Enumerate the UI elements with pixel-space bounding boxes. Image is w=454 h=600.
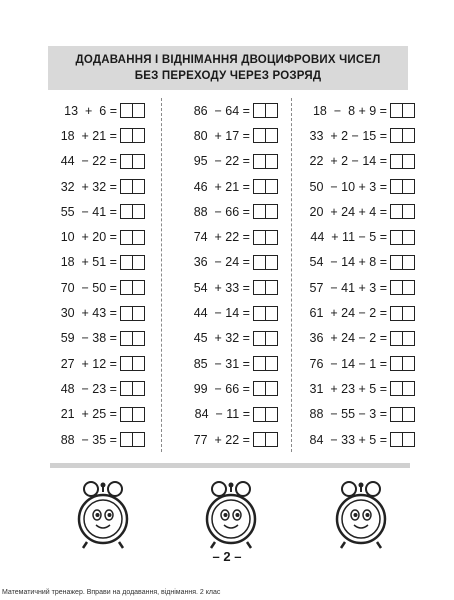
exercise-row [178, 427, 278, 452]
answer-box[interactable] [253, 103, 278, 118]
exercise-row [178, 250, 278, 275]
exercise-column-3 [305, 98, 415, 452]
answer-digit-cell[interactable] [121, 382, 133, 395]
answer-digit-cell[interactable] [133, 281, 144, 294]
answer-digit-cell[interactable] [254, 256, 266, 269]
exercise-row [305, 98, 415, 123]
answer-digit-cell[interactable] [133, 256, 144, 269]
answer-digit-cell[interactable] [403, 129, 414, 142]
answer-box[interactable] [390, 128, 415, 143]
answer-digit-cell[interactable] [391, 307, 403, 320]
title-line-2: БЕЗ ПЕРЕХОДУ ЧЕРЕЗ РОЗРЯД [134, 70, 322, 82]
answer-digit-cell[interactable] [266, 104, 277, 117]
answer-box[interactable] [253, 280, 278, 295]
answer-box[interactable] [120, 204, 145, 219]
exercise-expression: 13 + 6 = [64, 103, 117, 118]
answer-digit-cell[interactable] [391, 357, 403, 370]
column-divider [291, 98, 292, 452]
answer-digit-cell[interactable] [121, 357, 133, 370]
exercise-expression: 44 − 22 = [60, 154, 117, 169]
exercise-column-1 [50, 98, 145, 452]
exercise-row [178, 149, 278, 174]
answer-box[interactable] [120, 179, 145, 194]
exercise-column-2 [178, 98, 278, 452]
answer-box[interactable] [120, 230, 145, 245]
exercise-expression: 22 + 2 − 14 = [309, 154, 387, 169]
answer-digit-cell[interactable] [266, 408, 277, 421]
answer-box[interactable] [253, 381, 278, 396]
exercise-row [50, 326, 145, 351]
exercise-expression: 44 − 14 = [193, 306, 250, 321]
answer-digit-cell[interactable] [266, 281, 277, 294]
answer-digit-cell[interactable] [254, 104, 266, 117]
answer-box[interactable] [120, 306, 145, 321]
exercise-row [305, 402, 415, 427]
answer-box[interactable] [390, 204, 415, 219]
answer-digit-cell[interactable] [133, 433, 144, 446]
exercise-row [178, 326, 278, 351]
answer-box[interactable] [253, 179, 278, 194]
exercise-expression: 74 + 22 = [193, 230, 250, 245]
answer-digit-cell[interactable] [391, 104, 403, 117]
answer-digit-cell[interactable] [133, 357, 144, 370]
exercise-expression: 57 − 41 + 3 = [309, 280, 387, 295]
alarm-clock-icon [75, 480, 131, 550]
exercise-expression: 18 + 21 = [60, 128, 117, 143]
answer-digit-cell[interactable] [254, 408, 266, 421]
exercise-expression: 84 − 11 = [194, 407, 250, 422]
answer-digit-cell[interactable] [121, 408, 133, 421]
exercise-expression: 88 − 55 − 3 = [309, 407, 387, 422]
answer-box[interactable] [120, 381, 145, 396]
exercise-expression: 21 + 25 = [60, 407, 117, 422]
answer-digit-cell[interactable] [133, 104, 144, 117]
answer-digit-cell[interactable] [391, 433, 403, 446]
answer-digit-cell[interactable] [133, 129, 144, 142]
exercise-expression: 45 + 32 = [193, 331, 250, 346]
exercise-row [50, 351, 145, 376]
exercise-expression: 30 + 43 = [60, 306, 117, 321]
page-number: – 2 – [212, 549, 242, 564]
answer-digit-cell[interactable] [133, 307, 144, 320]
exercise-expression: 80 + 17 = [193, 128, 250, 143]
answer-digit-cell[interactable] [391, 332, 403, 345]
exercise-row [305, 250, 415, 275]
answer-digit-cell[interactable] [266, 205, 277, 218]
answer-digit-cell[interactable] [266, 231, 277, 244]
exercise-expression: 54 + 33 = [193, 280, 250, 295]
answer-box[interactable] [390, 280, 415, 295]
answer-box[interactable] [390, 255, 415, 270]
exercise-expression: 61 + 24 − 2 = [309, 306, 387, 321]
answer-digit-cell[interactable] [254, 307, 266, 320]
answer-box[interactable] [253, 331, 278, 346]
answer-digit-cell[interactable] [266, 332, 277, 345]
exercise-expression: 33 + 2 − 15 = [309, 128, 387, 143]
answer-box[interactable] [390, 432, 415, 447]
exercise-row [305, 199, 415, 224]
alarm-clock-icon [333, 480, 389, 550]
answer-digit-cell[interactable] [266, 433, 277, 446]
exercise-row [50, 250, 145, 275]
answer-digit-cell[interactable] [391, 205, 403, 218]
column-divider [161, 98, 162, 452]
answer-digit-cell[interactable] [133, 408, 144, 421]
answer-digit-cell[interactable] [403, 433, 414, 446]
answer-box[interactable] [120, 280, 145, 295]
exercise-expression: 95 − 22 = [193, 154, 250, 169]
exercise-row [305, 326, 415, 351]
answer-box[interactable] [253, 204, 278, 219]
exercise-row [305, 224, 415, 249]
answer-digit-cell[interactable] [254, 281, 266, 294]
exercise-row [50, 123, 145, 148]
exercise-row [50, 149, 145, 174]
answer-box[interactable] [253, 407, 278, 422]
answer-digit-cell[interactable] [391, 281, 403, 294]
answer-digit-cell[interactable] [133, 180, 144, 193]
exercise-expression: 27 + 12 = [60, 356, 117, 371]
answer-box[interactable] [253, 255, 278, 270]
footer-caption: Математичний тренажер. Вправи на додавання, віднімання. 2 клас [2, 589, 221, 596]
answer-box[interactable] [390, 306, 415, 321]
exercise-expression: 36 − 24 = [193, 255, 250, 270]
exercise-row [50, 427, 145, 452]
answer-digit-cell[interactable] [254, 332, 266, 345]
exercise-row [305, 123, 415, 148]
exercise-row [305, 427, 415, 452]
answer-digit-cell[interactable] [121, 307, 133, 320]
answer-digit-cell[interactable] [121, 155, 133, 168]
exercise-expression: 59 − 38 = [60, 331, 117, 346]
answer-digit-cell[interactable] [391, 408, 403, 421]
answer-digit-cell[interactable] [391, 256, 403, 269]
answer-digit-cell[interactable] [254, 382, 266, 395]
exercise-expression: 18 − 8 + 9 = [312, 103, 387, 118]
exercise-row [50, 224, 145, 249]
answer-digit-cell[interactable] [391, 129, 403, 142]
answer-box[interactable] [253, 128, 278, 143]
answer-digit-cell[interactable] [254, 129, 266, 142]
answer-digit-cell[interactable] [266, 180, 277, 193]
exercise-expression: 70 − 50 = [60, 280, 117, 295]
answer-digit-cell[interactable] [391, 382, 403, 395]
answer-digit-cell[interactable] [254, 155, 266, 168]
exercise-row [50, 199, 145, 224]
answer-digit-cell[interactable] [254, 231, 266, 244]
answer-box[interactable] [120, 128, 145, 143]
answer-digit-cell[interactable] [403, 281, 414, 294]
answer-digit-cell[interactable] [121, 180, 133, 193]
answer-digit-cell[interactable] [266, 357, 277, 370]
answer-box[interactable] [253, 230, 278, 245]
alarm-clock-icon [203, 480, 259, 550]
exercise-row [305, 275, 415, 300]
answer-digit-cell[interactable] [121, 332, 133, 345]
section-title [48, 46, 408, 90]
answer-box[interactable] [120, 331, 145, 346]
answer-box[interactable] [390, 381, 415, 396]
answer-digit-cell[interactable] [266, 256, 277, 269]
answer-digit-cell[interactable] [403, 231, 414, 244]
exercise-row [178, 402, 278, 427]
answer-box[interactable] [390, 154, 415, 169]
answer-digit-cell[interactable] [121, 129, 133, 142]
answer-digit-cell[interactable] [254, 433, 266, 446]
exercise-row [305, 174, 415, 199]
answer-digit-cell[interactable] [121, 104, 133, 117]
answer-box[interactable] [390, 407, 415, 422]
answer-digit-cell[interactable] [391, 180, 403, 193]
answer-box[interactable] [253, 306, 278, 321]
answer-box[interactable] [120, 407, 145, 422]
answer-digit-cell[interactable] [254, 357, 266, 370]
answer-box[interactable] [390, 103, 415, 118]
exercise-expression: 44 + 11 − 5 = [310, 230, 387, 245]
exercise-expression: 32 + 32 = [60, 179, 117, 194]
answer-box[interactable] [390, 230, 415, 245]
answer-digit-cell[interactable] [403, 307, 414, 320]
answer-box[interactable] [390, 179, 415, 194]
exercise-expression: 46 + 21 = [193, 179, 250, 194]
answer-digit-cell[interactable] [133, 382, 144, 395]
exercise-row [178, 174, 278, 199]
exercise-row [178, 199, 278, 224]
exercise-row [305, 149, 415, 174]
exercise-expression: 85 − 31 = [193, 356, 250, 371]
exercise-row [305, 376, 415, 401]
exercise-row [178, 123, 278, 148]
answer-box[interactable] [120, 255, 145, 270]
answer-digit-cell[interactable] [403, 205, 414, 218]
exercise-row [50, 402, 145, 427]
exercise-expression: 31 + 23 + 5 = [309, 381, 387, 396]
exercise-row [305, 300, 415, 325]
exercise-row [178, 224, 278, 249]
exercise-row [178, 300, 278, 325]
answer-digit-cell[interactable] [403, 357, 414, 370]
answer-box[interactable] [253, 356, 278, 371]
exercise-expression: 10 + 20 = [60, 230, 117, 245]
exercise-row [178, 275, 278, 300]
answer-digit-cell[interactable] [266, 155, 277, 168]
answer-digit-cell[interactable] [254, 180, 266, 193]
exercise-row [50, 275, 145, 300]
exercise-row [50, 174, 145, 199]
answer-box[interactable] [390, 331, 415, 346]
answer-digit-cell[interactable] [403, 180, 414, 193]
answer-digit-cell[interactable] [121, 433, 133, 446]
answer-box[interactable] [253, 432, 278, 447]
answer-digit-cell[interactable] [403, 382, 414, 395]
exercise-expression: 77 + 22 = [193, 432, 250, 447]
answer-digit-cell[interactable] [121, 205, 133, 218]
exercise-expression: 55 − 41 = [60, 204, 117, 219]
answer-digit-cell[interactable] [121, 256, 133, 269]
exercise-expression: 88 − 66 = [193, 204, 250, 219]
answer-box[interactable] [120, 154, 145, 169]
exercise-row [50, 300, 145, 325]
answer-box[interactable] [390, 356, 415, 371]
exercise-expression: 18 + 51 = [60, 255, 117, 270]
answer-digit-cell[interactable] [133, 205, 144, 218]
answer-digit-cell[interactable] [133, 155, 144, 168]
exercise-expression: 20 + 24 + 4 = [309, 204, 387, 219]
exercise-expression: 50 − 10 + 3 = [309, 179, 387, 194]
answer-digit-cell[interactable] [121, 281, 133, 294]
answer-digit-cell[interactable] [266, 382, 277, 395]
exercise-expression: 76 − 14 − 1 = [309, 356, 387, 371]
answer-digit-cell[interactable] [121, 231, 133, 244]
answer-digit-cell[interactable] [133, 231, 144, 244]
answer-digit-cell[interactable] [266, 129, 277, 142]
answer-digit-cell[interactable] [391, 155, 403, 168]
exercise-row [50, 376, 145, 401]
exercise-expression: 86 − 64 = [193, 103, 250, 118]
answer-digit-cell[interactable] [403, 408, 414, 421]
answer-digit-cell[interactable] [391, 231, 403, 244]
exercise-expression: 88 − 35 = [60, 432, 117, 447]
answer-box[interactable] [120, 103, 145, 118]
answer-box[interactable] [253, 154, 278, 169]
answer-digit-cell[interactable] [403, 256, 414, 269]
answer-digit-cell[interactable] [254, 205, 266, 218]
exercise-expression: 54 − 14 + 8 = [309, 255, 387, 270]
answer-box[interactable] [120, 356, 145, 371]
answer-digit-cell[interactable] [133, 332, 144, 345]
answer-digit-cell[interactable] [266, 307, 277, 320]
exercise-expression: 36 + 24 − 2 = [309, 331, 387, 346]
exercise-row [178, 376, 278, 401]
divider-bar [50, 463, 410, 468]
answer-digit-cell[interactable] [403, 104, 414, 117]
exercise-expression: 48 − 23 = [60, 381, 117, 396]
exercise-expression: 84 − 33 + 5 = [309, 432, 387, 447]
answer-digit-cell[interactable] [403, 332, 414, 345]
exercise-row [305, 351, 415, 376]
title-line-1: ДОДАВАННЯ І ВІДНІМАННЯ ДВОЦИФРОВИХ ЧИСЕЛ [75, 54, 381, 66]
answer-digit-cell[interactable] [403, 155, 414, 168]
exercise-expression: 99 − 66 = [193, 381, 250, 396]
exercise-row [178, 351, 278, 376]
exercise-row [50, 98, 145, 123]
answer-box[interactable] [120, 432, 145, 447]
exercise-row [178, 98, 278, 123]
